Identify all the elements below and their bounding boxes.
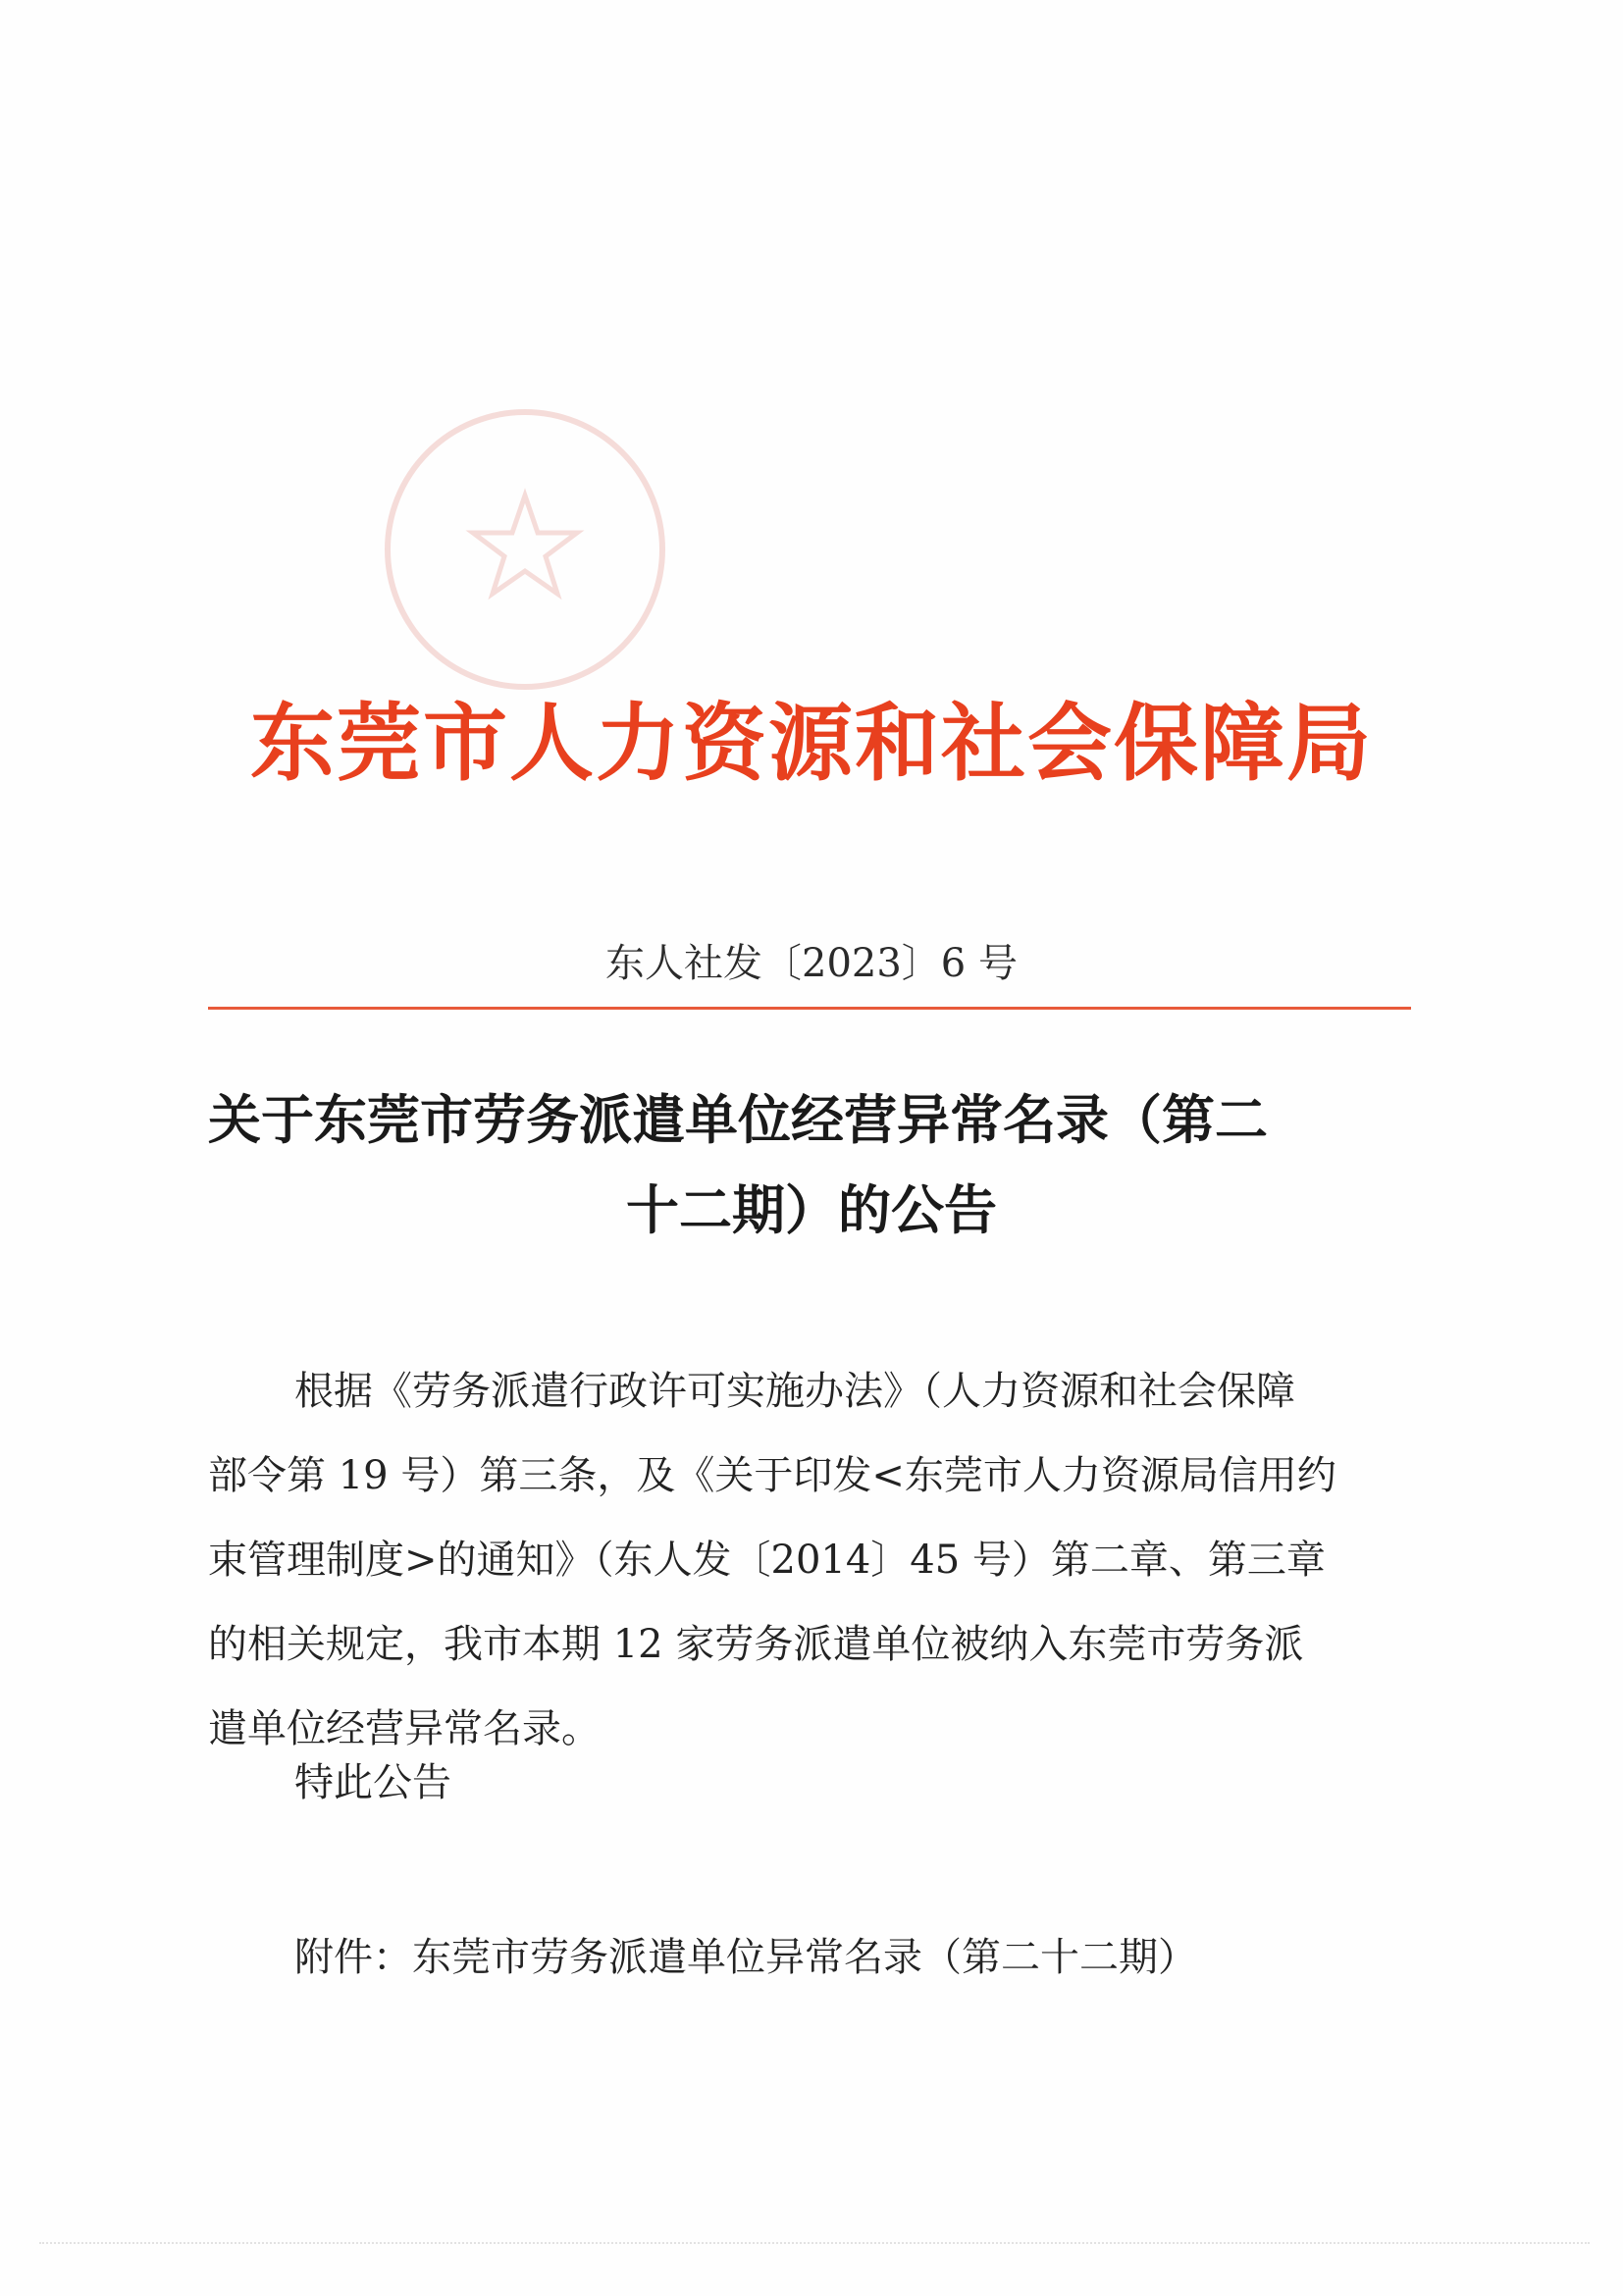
document-number: 东人社发〔2023〕6 号 bbox=[605, 941, 1018, 986]
title-line-2: 十二期）的公告 bbox=[626, 1178, 997, 1241]
body-line: 遣单位经营异常名录。 bbox=[208, 1706, 601, 1751]
body-line: 的相关规定，我市本期 12 家劳务派遣单位被纳入东莞市劳务派 bbox=[208, 1622, 1304, 1667]
body-line: 根据《劳务派遣行政许可实施办法》（人力资源和社会保障 bbox=[294, 1369, 1295, 1414]
closing-statement: 特此公告 bbox=[294, 1760, 451, 1805]
body-line: 束管理制度>的通知》（东人发〔2014〕45 号）第二章、第三章 bbox=[208, 1538, 1326, 1583]
scan-edge-marks bbox=[39, 2242, 1590, 2246]
attachment-note: 附件：东莞市劳务派遣单位异常名录（第二十二期） bbox=[294, 1935, 1197, 1980]
red-divider-rule bbox=[208, 1007, 1411, 1010]
body-paragraph bbox=[208, 1349, 1415, 1771]
issuer-header: 东莞市人力资源和社会保障局 bbox=[250, 694, 1373, 793]
body-line: 部令第 19 号）第三条，及《关于印发<东莞市人力资源局信用约 bbox=[208, 1453, 1336, 1498]
document-title bbox=[208, 1074, 1415, 1255]
title-line-1: 关于东莞市劳务派遣单位经营异常名录（第二 bbox=[208, 1088, 1268, 1151]
official-seal-stamp bbox=[378, 402, 672, 697]
